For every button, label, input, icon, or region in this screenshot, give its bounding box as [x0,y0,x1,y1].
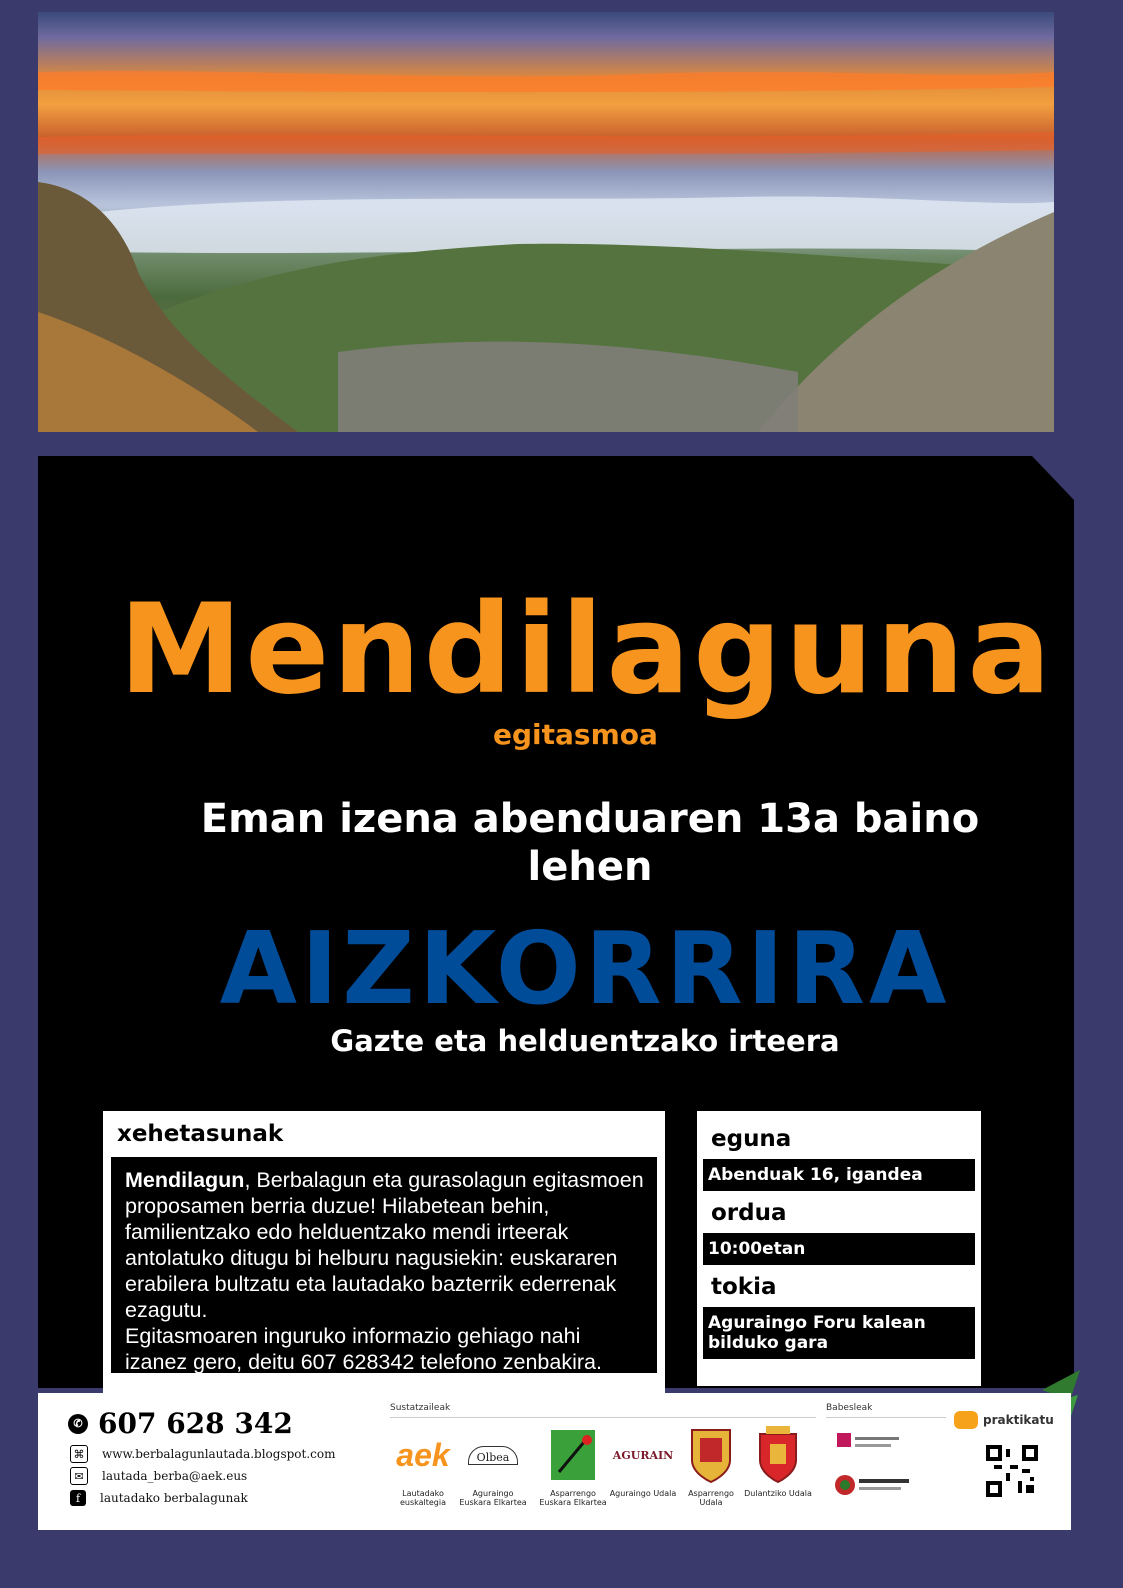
footer-phone-number: 607 628 342 [98,1407,293,1440]
details-heading: xehetasunak [117,1121,284,1147]
eusko-jaurlaritza-icon [833,1471,913,1499]
logo-aek [388,1427,458,1507]
logo-agurain-udala [608,1427,678,1498]
qr-code-icon[interactable] [986,1445,1038,1497]
facebook-icon: f [70,1490,86,1506]
event-info-box [697,1111,981,1386]
logo-olbea [458,1427,528,1507]
whatsapp-icon: ✆ [68,1414,88,1434]
hero-landscape-photo [38,12,1054,432]
registration-line-1: Eman izena abenduaren 13a baino [200,796,980,842]
details-text-main: , Berbalagun eta gurasolagun egitasmoen proposamen berria duzue! Hilabetean behin, familientzako edo helduentzako mendi irteerak antolatuko ditugu bi helburu nagusiekin: euskararen erabilera bultzatu eta lautadako bazterrik ederrenak ezagutu. [125,1168,644,1322]
logo-araba-foru-aldundia [833,1429,903,1461]
details-box [103,1111,665,1401]
time-value: 10:00etan [703,1233,975,1265]
praktikatu-logo [954,1411,1054,1429]
logo-olbea-caption: Aguraingo Euskara Elkartea [459,1489,527,1507]
day-label: eguna [711,1126,792,1152]
logo-agurain-udala-caption: Aguraingo Udala [609,1489,677,1498]
time-label: ordua [711,1200,787,1226]
footer-web-text: www.berbalagunlautada.blogspot.com [102,1447,336,1461]
page-title: Mendilaguna [118,578,1055,722]
details-bold-lead: Mendilagun [125,1168,245,1192]
logo-asparrengo-udala-caption: Asparrengo Udala [688,1489,734,1507]
registration-line-2: lehen [527,844,653,890]
logo-asparrengo-udala [676,1427,746,1507]
details-text-contact: Egitasmoaren inguruko informazio gehiago nahi izanez gero, deitu 607 628342 telefono zenbakira. [125,1324,602,1374]
logo-aek-caption: Lautadako euskaltegia [399,1489,447,1507]
coat-of-arms-icon [688,1426,734,1484]
supporters-label: Babesleak [826,1403,873,1413]
destination-heading: AIZKORRIRA [219,910,951,1027]
logo-eusko-jaurlaritza [833,1471,913,1503]
logo-asparrengo-elkartea-caption: Asparrengo Euskara Elkartea [539,1489,607,1507]
coat-of-arms-icon [756,1426,800,1484]
leaf-logo-icon [549,1428,597,1482]
olbea-logo-text: Olbea [468,1446,519,1465]
footer-email-link[interactable] [70,1467,247,1485]
supporters-divider [826,1417,946,1418]
praktikatu-text: praktikatu [983,1413,1054,1427]
footer [38,1393,1071,1530]
subtitle: egitasmoa [493,718,658,751]
aek-logo-text: aek [396,1436,450,1473]
place-label: tokia [711,1274,777,1300]
footer-email-text: lautada_berba@aek.eus [102,1469,248,1483]
registration-deadline [140,795,1040,891]
details-text [125,1167,645,1375]
place-value: Aguraingo Foru kalean bilduko gara [703,1307,975,1359]
sponsors-label: Sustatzaileak [390,1403,451,1413]
tagline: Gazte eta helduentzako irteera [330,1024,840,1058]
logo-dulantzi-udala-caption: Dulantziko Udala [744,1489,812,1498]
logo-dulantzi-udala [743,1427,813,1498]
details-body [109,1155,659,1375]
footer-facebook-link[interactable] [70,1490,248,1506]
footer-web-link[interactable] [70,1445,336,1463]
logo-asparrengo-elkartea [538,1427,608,1507]
sponsors-divider [390,1417,816,1418]
footer-facebook-text: lautadako berbalagunak [100,1491,248,1505]
speech-bubble-icon [954,1411,978,1429]
mail-icon: ✉ [70,1467,88,1485]
araba-logo-icon [833,1429,903,1457]
footer-phone[interactable] [68,1407,293,1440]
day-value: Abenduak 16, igandea [703,1159,975,1191]
mouse-icon: ⌘ [70,1445,88,1463]
agurain-logo-text: AGURAIN [612,1448,674,1462]
